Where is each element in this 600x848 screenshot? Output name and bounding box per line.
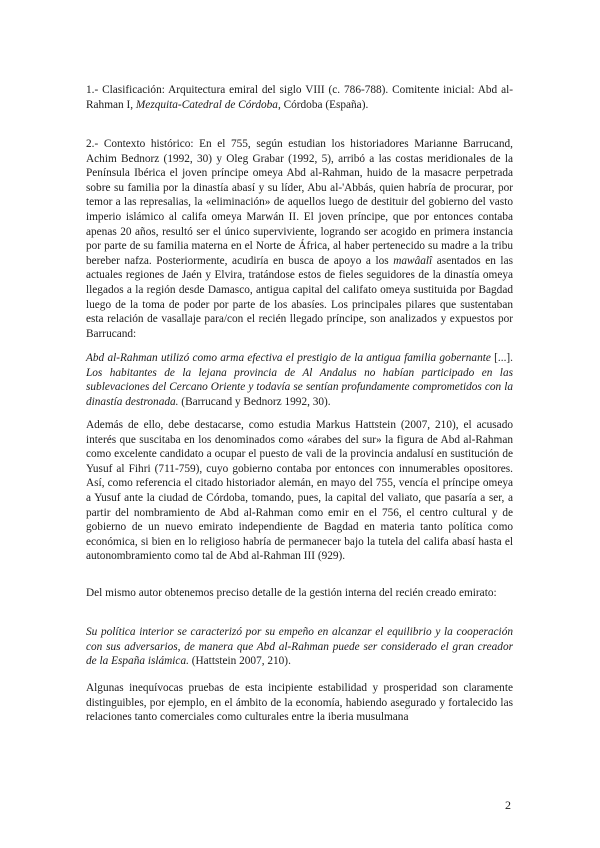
page-number: 2 <box>505 798 511 812</box>
section-historical-context <box>86 137 513 341</box>
paragraph-economy: Algunas inequívocas pruebas de esta incipiente estabilidad y prosperidad son claramente distinguibles, por ejemplo, en el ámbito de la economía, habiendo asegurado y fortalecido las relaciones tanto comerciales como culturales entre la iberia musulmana <box>86 682 513 724</box>
context-text: 2.- Contexto histórico: En el 755, según estudian los historiadores Marianne Barrucand, Achim Bednorz (1992, 30) y Oleg Grabar (1992, 5), arribó a las costas meridionales de la Península Ibérica el joven príncipe omeya Abd al-Rahman, huido de la masacre perpetrada sobre su familia por la dinastía abasí y su líder, Abu al-'Abbás, quien habría de procurar, por temor a las represalias, la «eliminación» de aquellos luego de destituir del gobierno del vasto imperio islámico al califa omeya Marwán II. El joven príncipe, que por entonces contaba apenas 20 años, resultó ser el único superviviente, logrando ser acogido en primera instancia por parte de su familia materna en el Norte de África, al haber pertenecido su madre a la tribu bereber nafza. Posteriormente, acudiría en busca de apoyo a los <box>86 138 513 267</box>
quote-text: Su política interior se caracterizó por su empeño en alcanzar el equilibrio y la cooperación con sus adversarios, de manera que Abd al-Rahman puede ser considerado el gran creador de la España islámica. <box>86 626 513 668</box>
classification-location: , Córdoba (España). <box>277 98 369 111</box>
context-text-continued: asentados en las actuales regiones de Jaén y Elvira, tratándose estos de fieles seguidores de la dinastía omeya llegados a la región desde Damasco, antigua capital del califato omeya sustituida por Bagdad luego de la toma de poder por parte de los abasíes. Los principales pilares que sustentaban esta relación de vasallaje para/con el recién llegado príncipe, son analizados y expuestos por Barrucand: <box>86 254 513 340</box>
quote-text-continued: Los habitantes de la lejana provincia de Al Andalus no habían participado en las sublevaciones del Cercano Oriente y todavía se sentían profundamente comprometidos con la dinastía destronada. <box>86 366 513 408</box>
monument-title: Mezquita-Catedral de Córdoba <box>135 98 278 111</box>
quote-barrucand <box>86 351 513 409</box>
quote-ellipsis: [...]. <box>490 352 513 364</box>
mawali-term: mawâalî <box>393 254 433 267</box>
quote-text: Abd al-Rahman utilizó como arma efectiva el prestigio de la antigua familia gobernante <box>86 352 491 364</box>
quote-citation: (Barrucand y Bednorz 1992, 30). <box>178 395 331 408</box>
section-classification <box>86 83 513 112</box>
paragraph-emirate-intro: Del mismo autor obtenemos preciso detalle de la gestión interna del recién creado emirato: <box>86 587 497 599</box>
paragraph-hattstein: Además de ello, debe destacarse, como estudia Markus Hattstein (2007, 210), el acusado interés que suscitaba en los denominados como «árabes del sur» la figura de Abd al-Rahman como excelente candidato a ocupar el puesto de vali de la provincia andalusí en sustitución de Yusuf al Fihri (711-759), cuyo gobierno contaba por entonces con innumerables opositores. Así, como referencia el citado historiador alemán, en mayo del 755, vencía el príncipe omeya a Yusuf ante la ciudad de Córdoba, tomando, pues, la capital del valiato, que pasaría a ser, a partir del nombramiento de Abd al-Rahman como emir en el 756, el centro cultural y de gobierno de un nuevo emirato independiente de Bagdad en materia tanto política como económica, si bien en lo religioso habría de permanecer bajo la tutela del califa abasí hasta el autonombramiento como tal de Abd al-Rahman III (929). <box>86 419 513 563</box>
quote-hattstein <box>86 625 513 669</box>
classification-text: 1.- Clasificación: Arquitectura emiral del siglo VIII (c. 786-788). Comitente inicial: Abd al-Rahman I, <box>86 84 513 111</box>
quote-citation: (Hattstein 2007, 210). <box>188 655 291 668</box>
